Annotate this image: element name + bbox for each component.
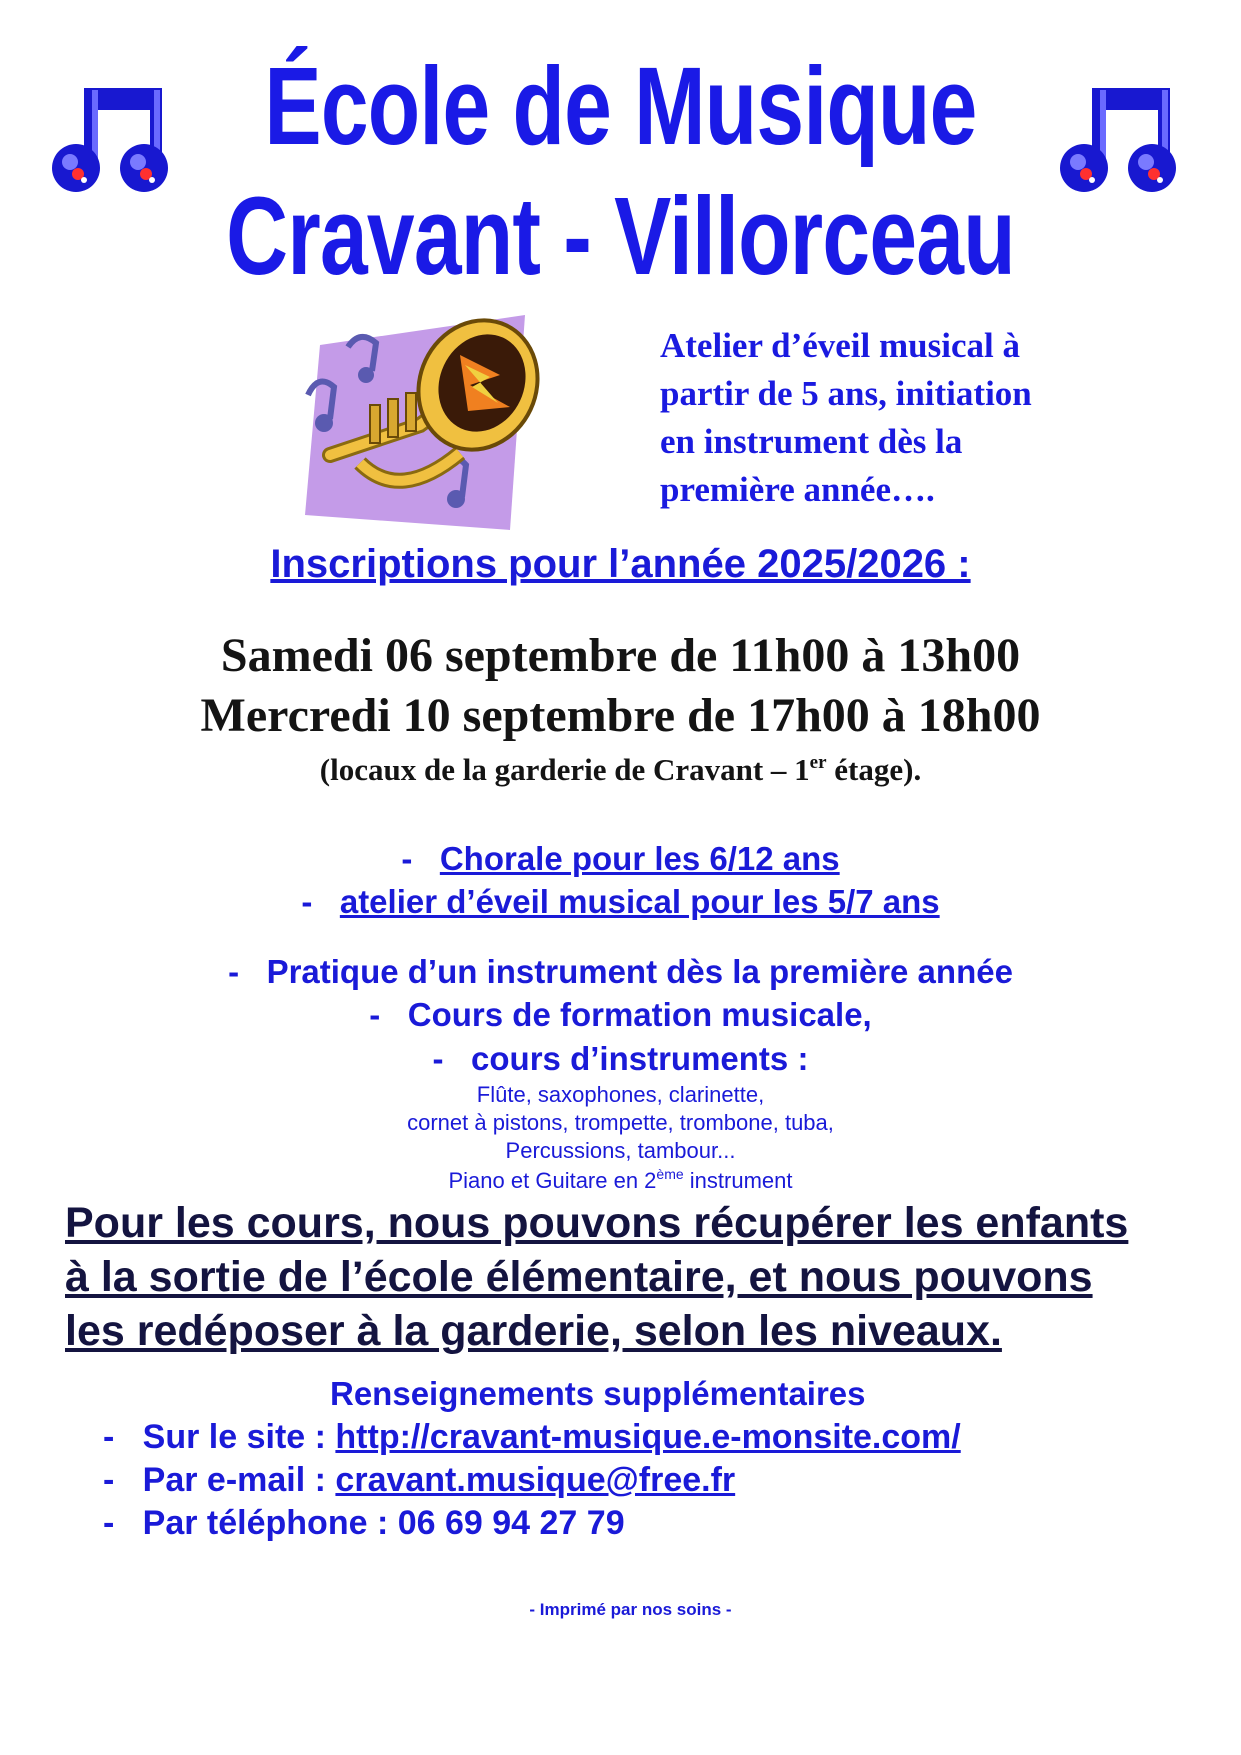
- offer-formation: Cours de formation musicale,: [407, 996, 872, 1033]
- site-link[interactable]: http://cravant-musique.e-monsite.com/: [335, 1418, 961, 1456]
- contact-site: - Sur le site : http://cravant-musique.e-monsite.com/: [103, 1418, 961, 1456]
- contact-phone-label: Par téléphone : 06 69 94 27 79: [142, 1504, 625, 1542]
- location-text: [0, 752, 1241, 788]
- instruments-line4-sup: ème: [656, 1166, 684, 1182]
- instruments-line: Flûte, saxophones, clarinette,: [476, 1082, 765, 1107]
- transport-notice: [65, 1196, 1195, 1358]
- contact-email: - Par e-mail : cravant.musique@free.fr: [103, 1461, 736, 1499]
- offer-instrument: Pratique d’un instrument dès la première année: [266, 953, 1013, 990]
- list-item: - Chorale pour les 6/12 ans: [401, 840, 840, 877]
- intro-line: première année….: [660, 470, 935, 509]
- list-item: - atelier d’éveil musical pour les 5/7 ans: [301, 883, 940, 920]
- instruments-line: cornet à pistons, trompette, trombone, tuba,: [407, 1110, 834, 1135]
- inscriptions-heading: Inscriptions pour l’année 2025/2026 :: [270, 542, 971, 586]
- date-wednesday: Mercredi 10 septembre de 17h00 à 18h00: [200, 689, 1041, 742]
- list-item: - cours d’instruments :: [432, 1040, 809, 1077]
- list-item: - Pratique d’un instrument dès la première année: [228, 953, 1013, 990]
- trumpet-icon: [300, 315, 545, 530]
- location-sup: er: [809, 752, 827, 773]
- location-suffix: étage).: [826, 752, 922, 787]
- intro-line: Atelier d’éveil musical à: [660, 326, 1020, 365]
- contact-site-label: Sur le site :: [142, 1418, 336, 1456]
- location-prefix: (locaux de la garderie de Cravant – 1: [319, 752, 810, 787]
- intro-text: [660, 322, 1130, 514]
- email-link[interactable]: cravant.musique@free.fr: [335, 1461, 736, 1499]
- transport-line: les redéposer à la garderie, selon les niveaux.: [65, 1307, 1002, 1355]
- instruments-line: [0, 1166, 1241, 1194]
- offer-chorale: Chorale pour les 6/12 ans: [439, 840, 840, 877]
- page-title-line1: École de Musique: [264, 45, 977, 168]
- intro-line: partir de 5 ans, initiation: [660, 374, 1032, 413]
- instruments-line4-suffix: instrument: [683, 1168, 793, 1193]
- contact-email-label: Par e-mail :: [142, 1461, 336, 1499]
- intro-line: en instrument dès la: [660, 422, 963, 461]
- offer-cours: cours d’instruments :: [471, 1040, 809, 1077]
- transport-line: à la sortie de l’école élémentaire, et nous pouvons: [65, 1253, 1093, 1301]
- instruments-line: Percussions, tambour...: [505, 1138, 736, 1163]
- instruments-line4-prefix: Piano et Guitare en 2: [448, 1168, 657, 1193]
- transport-line: Pour les cours, nous pouvons récupérer les enfants: [65, 1199, 1129, 1247]
- contact-heading: Renseignements supplémentaires: [330, 1375, 866, 1412]
- offer-eveil: atelier d’éveil musical pour les 5/7 ans: [339, 883, 940, 920]
- date-saturday: Samedi 06 septembre de 11h00 à 13h00: [220, 629, 1021, 682]
- page-title-line2: Cravant - Villorceau: [226, 175, 1015, 298]
- footer-text: - Imprimé par nos soins -: [529, 1600, 732, 1619]
- contact-phone: - Par téléphone : 06 69 94 27 79: [103, 1504, 625, 1542]
- list-item: - Cours de formation musicale,: [369, 996, 872, 1033]
